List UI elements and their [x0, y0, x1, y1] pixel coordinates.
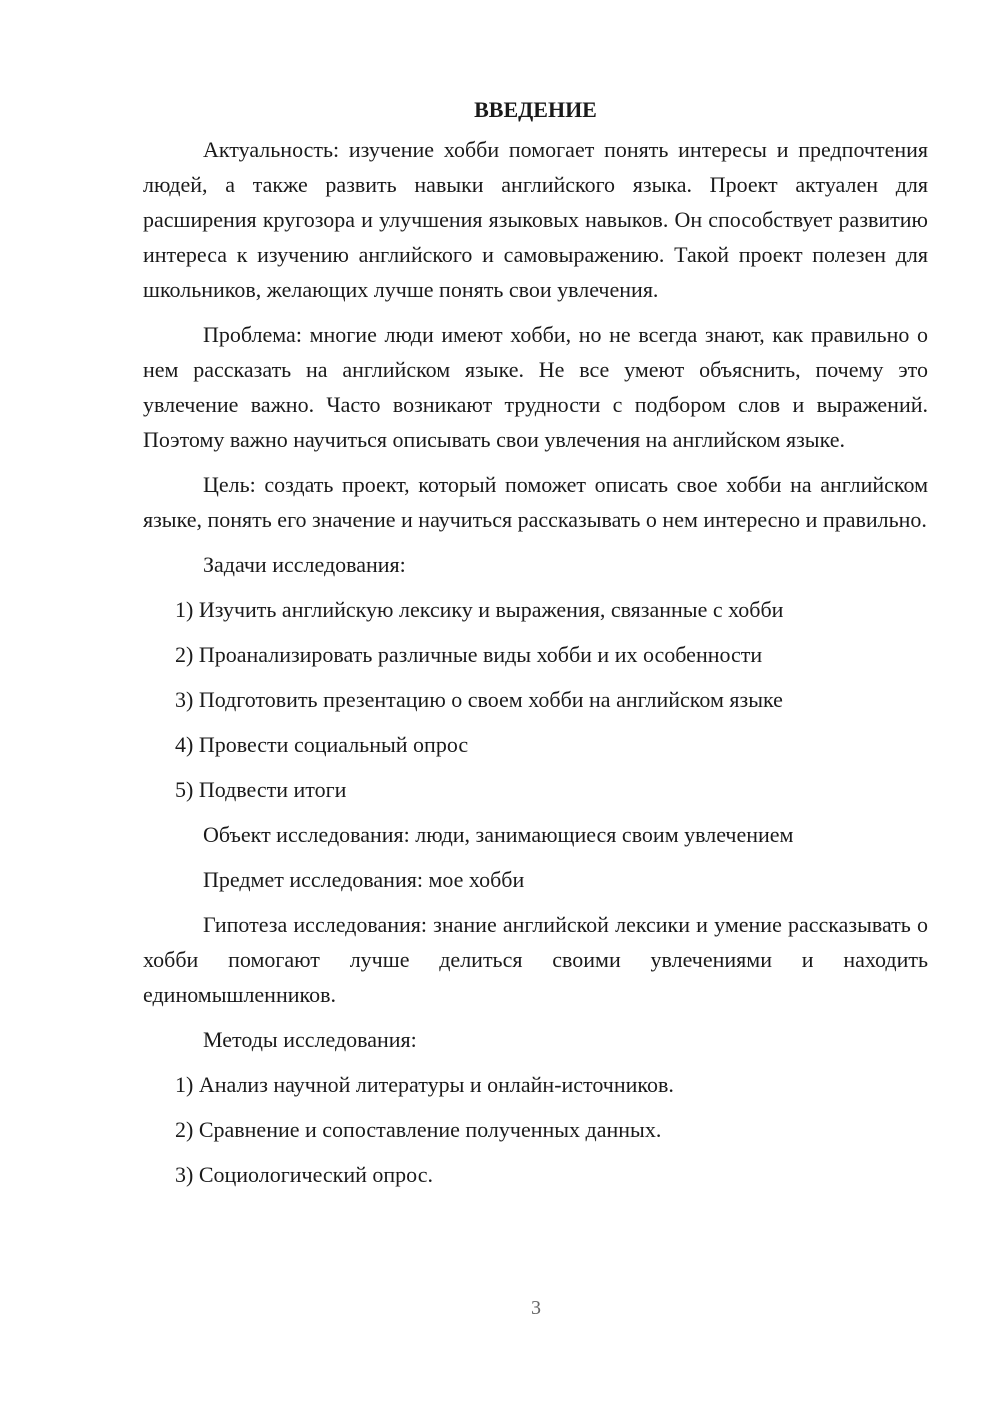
problem-paragraph: Проблема: многие люди имеют хобби, но не всегда знают, как правильно о нем рассказать на английском языке. Не все умеют объяснить, почему это увлечение важно. Часто возникают трудности с подбором слов и выражений. Поэтому важно научиться описывать свои увлечения на английском языке. [143, 322, 928, 452]
section-title: ВВЕДЕНИЕ [474, 97, 597, 122]
task-item-4: 4) Провести социальный опрос [175, 732, 469, 757]
research-object: Объект исследования: люди, занимающиеся своим увлечением [203, 822, 794, 847]
method-item-2: 2) Сравнение и сопоставление полученных данных. [175, 1117, 662, 1142]
relevance-paragraph: Актуальность: изучение хобби помогает понять интересы и предпочтения людей, а также развить навыки английского языка. Проект актуален для расширения кругозора и улучшения языковых навыков. Он способствует развитию интереса к изучению английского и самовыражению. Такой проект полезен для школьников, желающих лучше понять свои увлечения. [143, 137, 928, 302]
task-item-3: 3) Подготовить презентацию о своем хобби на английском языке [175, 687, 783, 712]
research-subject: Предмет исследования: мое хобби [203, 867, 525, 892]
page-number: 3 [531, 1297, 541, 1319]
document-page [143, 92, 928, 1202]
hypothesis-paragraph: Гипотеза исследования: знание английской лексики и умение рассказывать о хобби помогают лучше делиться своими увлечениями и находить единомышленников. [143, 912, 928, 1007]
goal-paragraph: Цель: создать проект, который поможет описать свое хобби на английском языке, понять его значение и научиться рассказывать о нем интересно и правильно. [143, 472, 928, 532]
tasks-heading: Задачи исследования: [203, 552, 406, 577]
task-item-1: 1) Изучить английскую лексику и выражения, связанные с хобби [175, 597, 784, 622]
task-item-2: 2) Проанализировать различные виды хобби и их особенности [175, 642, 763, 667]
method-item-3: 3) Социологический опрос. [175, 1162, 433, 1187]
method-item-1: 1) Анализ научной литературы и онлайн-источников. [175, 1072, 674, 1097]
task-item-5: 5) Подвести итоги [175, 777, 347, 802]
methods-heading: Методы исследования: [203, 1027, 417, 1052]
